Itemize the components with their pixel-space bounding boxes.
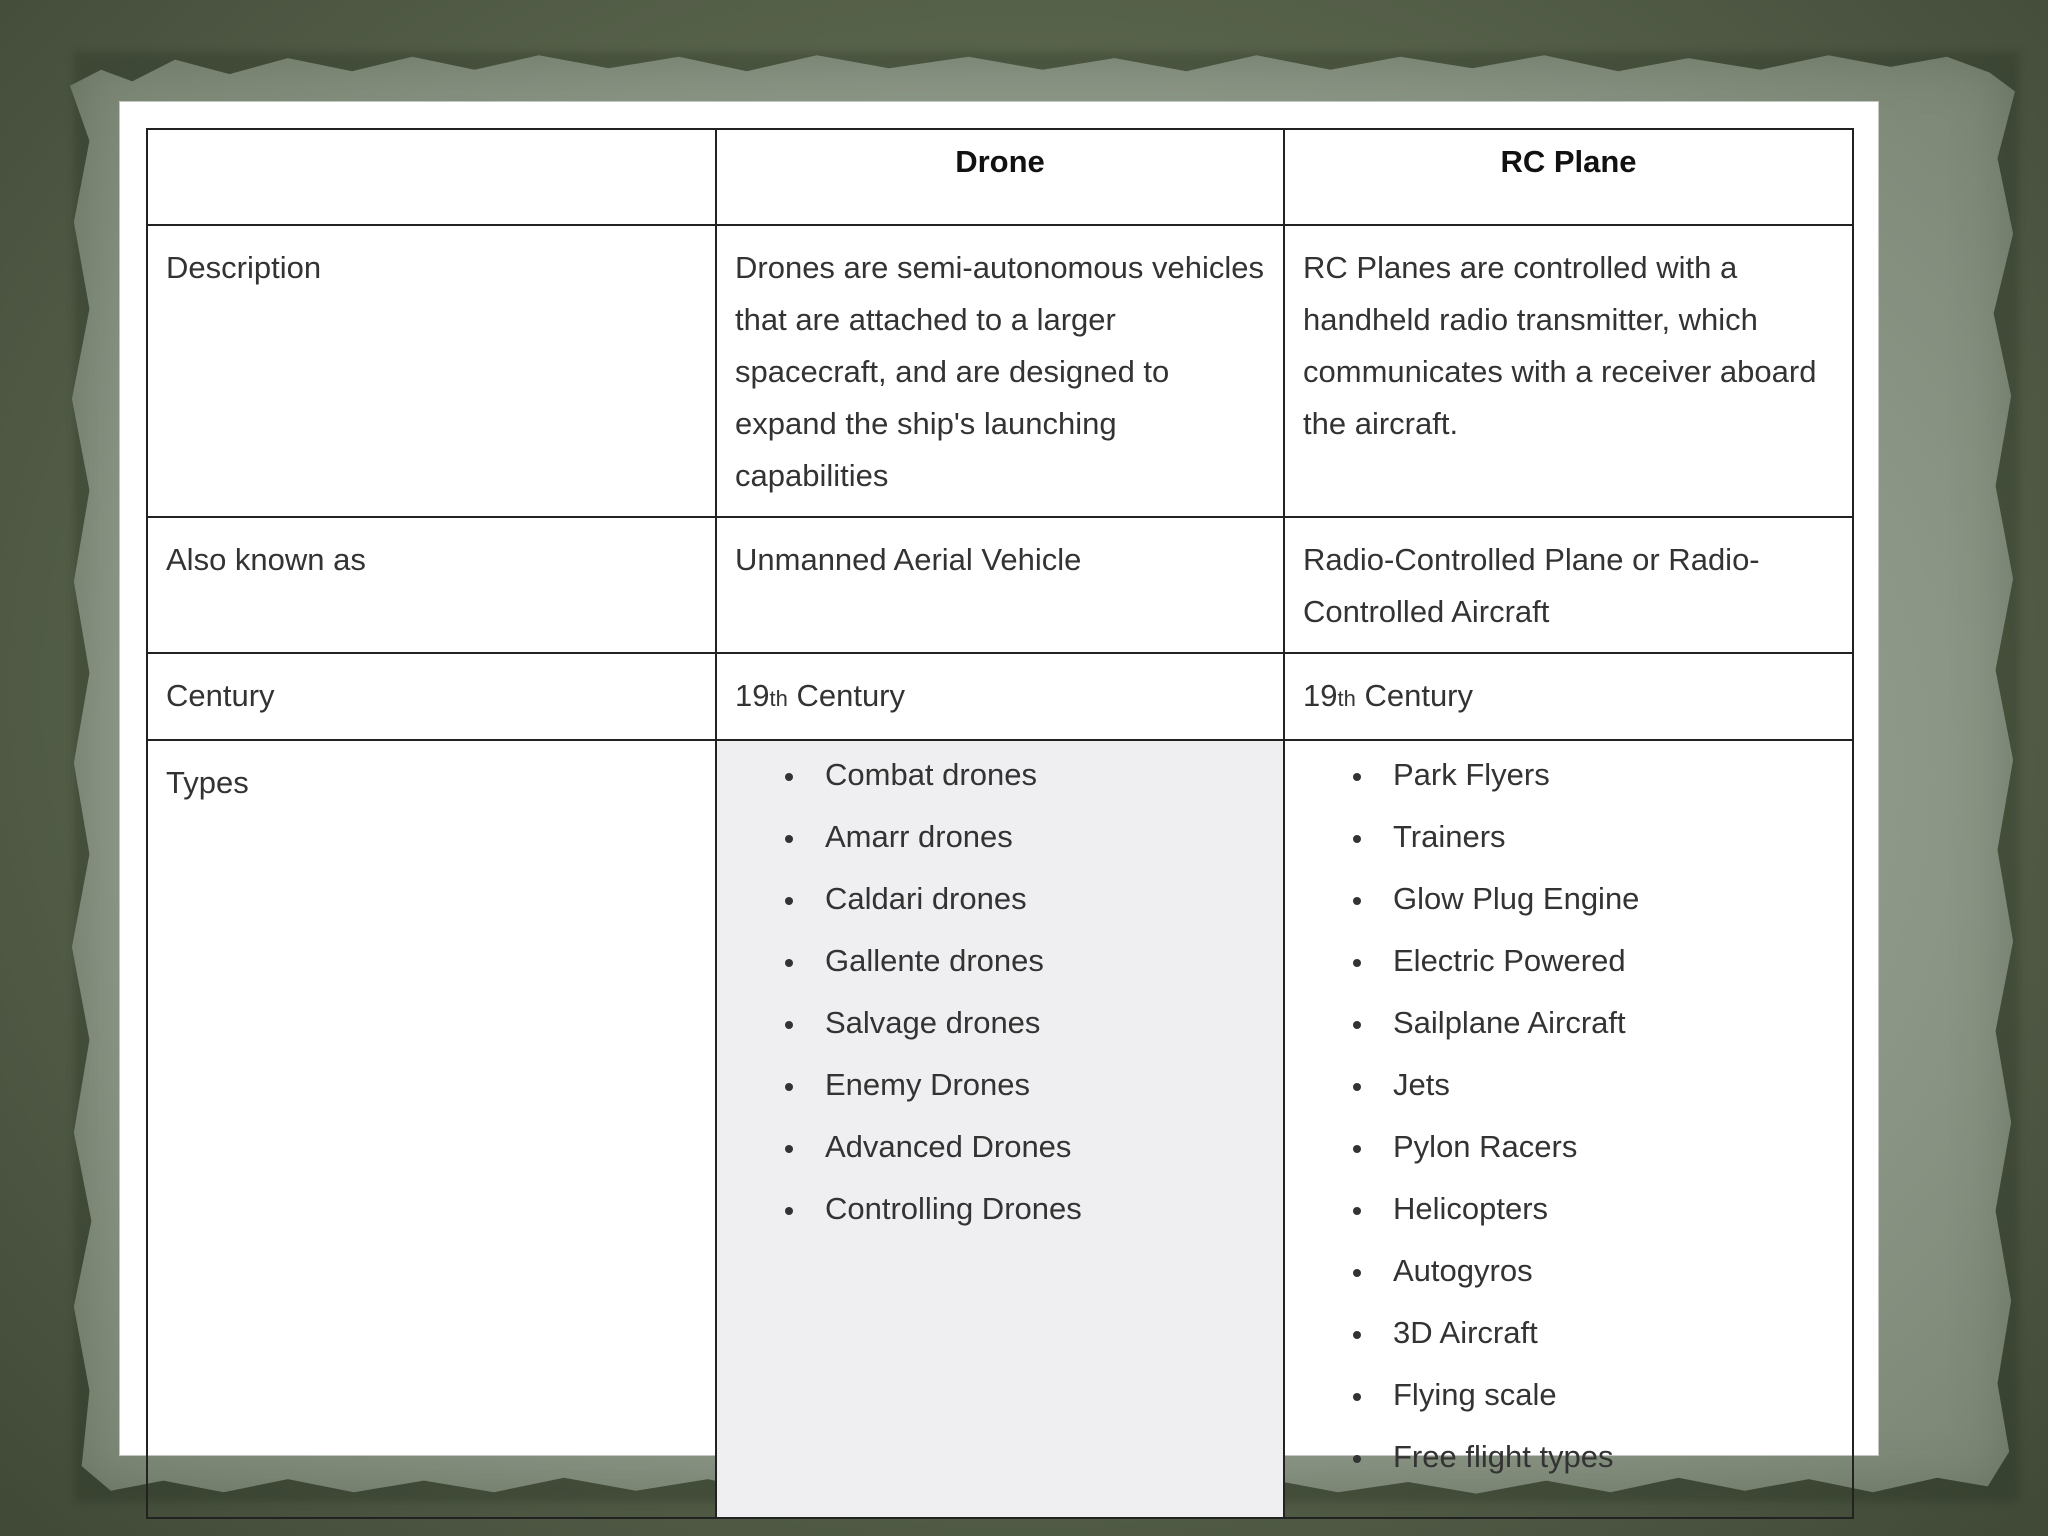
bullet-icon xyxy=(785,773,793,781)
cell-drone-also-known xyxy=(716,517,1284,653)
drone-type-label: Advanced Drones xyxy=(825,1129,1072,1164)
rc-plane-century-suffix: th xyxy=(1337,686,1356,711)
rc-plane-type-label: Glow Plug Engine xyxy=(1393,881,1640,916)
list-item xyxy=(1373,1379,1834,1411)
rc-plane-type-label: Autogyros xyxy=(1393,1253,1533,1288)
row-label-century: Century xyxy=(147,653,716,740)
rc-plane-type-label: Sailplane Aircraft xyxy=(1393,1005,1626,1040)
rc-plane-types-list xyxy=(1303,757,1834,1473)
cell-drone-types xyxy=(716,740,1284,1518)
row-century xyxy=(147,653,1853,740)
header-drone: Drone xyxy=(716,129,1284,225)
bullet-icon xyxy=(785,1021,793,1029)
table-card xyxy=(120,102,1878,1474)
drone-description-text: Drones are semi-autonomous vehicles that are attached to a larger spacecraft, and are designed to expand the ship's launching capabilities xyxy=(735,250,1264,493)
bullet-icon xyxy=(1353,1331,1361,1339)
rc-plane-type-label: Flying scale xyxy=(1393,1377,1557,1412)
list-item xyxy=(1373,1317,1834,1349)
list-item xyxy=(1373,1007,1834,1039)
drone-types-list xyxy=(735,757,1265,1225)
rc-plane-type-label: Helicopters xyxy=(1393,1191,1549,1226)
bullet-icon xyxy=(1353,1269,1361,1277)
drone-type-label: Enemy Drones xyxy=(825,1067,1031,1102)
list-item xyxy=(805,759,1265,791)
list-item xyxy=(1373,1193,1834,1225)
rc-plane-type-label: Jets xyxy=(1393,1067,1450,1102)
row-label-description: Description xyxy=(147,225,716,517)
list-item xyxy=(1373,1255,1834,1287)
cell-drone-century xyxy=(716,653,1284,740)
bullet-icon xyxy=(1353,959,1361,967)
rc-plane-type-label: Electric Powered xyxy=(1393,943,1626,978)
header-rc-plane: RC Plane xyxy=(1284,129,1853,225)
drone-type-label: Combat drones xyxy=(825,757,1037,792)
bullet-icon xyxy=(1353,835,1361,843)
drone-century-num: 19 xyxy=(735,678,770,713)
rc-plane-type-label: Trainers xyxy=(1393,819,1506,854)
list-item xyxy=(805,1131,1265,1163)
drone-type-label: Gallente drones xyxy=(825,943,1044,978)
list-item xyxy=(805,1007,1265,1039)
drone-type-label: Caldari drones xyxy=(825,881,1027,916)
list-item xyxy=(1373,821,1834,853)
bullet-icon xyxy=(1353,1455,1361,1463)
cell-rc-plane-century xyxy=(1284,653,1853,740)
bullet-icon xyxy=(1353,1021,1361,1029)
list-item xyxy=(805,1069,1265,1101)
bullet-icon xyxy=(1353,1207,1361,1215)
bullet-icon xyxy=(785,835,793,843)
bullet-icon xyxy=(785,897,793,905)
cell-rc-plane-also-known xyxy=(1284,517,1853,653)
bullet-icon xyxy=(1353,897,1361,905)
row-also-known-as xyxy=(147,517,1853,653)
list-item xyxy=(805,945,1265,977)
bullet-icon xyxy=(1353,1145,1361,1153)
drone-type-label: Amarr drones xyxy=(825,819,1013,854)
drone-alias-text: Unmanned Aerial Vehicle xyxy=(735,542,1082,577)
rc-plane-alias-text: Radio-Controlled Plane or Radio-Controlled Aircraft xyxy=(1303,542,1760,629)
rc-plane-century-num: 19 xyxy=(1303,678,1338,713)
row-label-types: Types xyxy=(147,740,716,1518)
list-item xyxy=(1373,945,1834,977)
bullet-icon xyxy=(1353,1083,1361,1091)
drone-century-word: Century xyxy=(787,678,906,713)
bullet-icon xyxy=(785,1207,793,1215)
row-types xyxy=(147,740,1853,1518)
rc-plane-description-text: RC Planes are controlled with a handheld radio transmitter, which communicates with a receiver aboard the aircraft. xyxy=(1303,250,1817,441)
drone-century-suffix: th xyxy=(769,686,788,711)
list-item xyxy=(1373,883,1834,915)
cell-drone-description xyxy=(716,225,1284,517)
rc-plane-type-label: Park Flyers xyxy=(1393,757,1550,792)
list-item xyxy=(1373,759,1834,791)
drone-type-label: Controlling Drones xyxy=(825,1191,1082,1226)
bullet-icon xyxy=(785,1145,793,1153)
rc-plane-type-label: 3D Aircraft xyxy=(1393,1315,1538,1350)
list-item xyxy=(1373,1069,1834,1101)
bullet-icon xyxy=(785,959,793,967)
bullet-icon xyxy=(1353,773,1361,781)
list-item xyxy=(1373,1131,1834,1163)
row-label-also-known-as: Also known as xyxy=(147,517,716,653)
bullet-icon xyxy=(785,1083,793,1091)
rc-plane-type-label: Free flight types xyxy=(1393,1439,1614,1474)
list-item xyxy=(1373,1441,1834,1473)
bullet-icon xyxy=(1353,1393,1361,1401)
row-description xyxy=(147,225,1853,517)
header-row xyxy=(147,129,1853,225)
list-item xyxy=(805,883,1265,915)
cell-rc-plane-description xyxy=(1284,225,1853,517)
cell-rc-plane-types xyxy=(1284,740,1853,1518)
table-wrap xyxy=(146,128,1852,1474)
list-item xyxy=(805,1193,1265,1225)
rc-plane-type-label: Pylon Racers xyxy=(1393,1129,1578,1164)
list-item xyxy=(805,821,1265,853)
comparison-table xyxy=(146,128,1854,1519)
drone-type-label: Salvage drones xyxy=(825,1005,1041,1040)
header-empty xyxy=(147,129,716,225)
rc-plane-century-word: Century xyxy=(1355,678,1474,713)
